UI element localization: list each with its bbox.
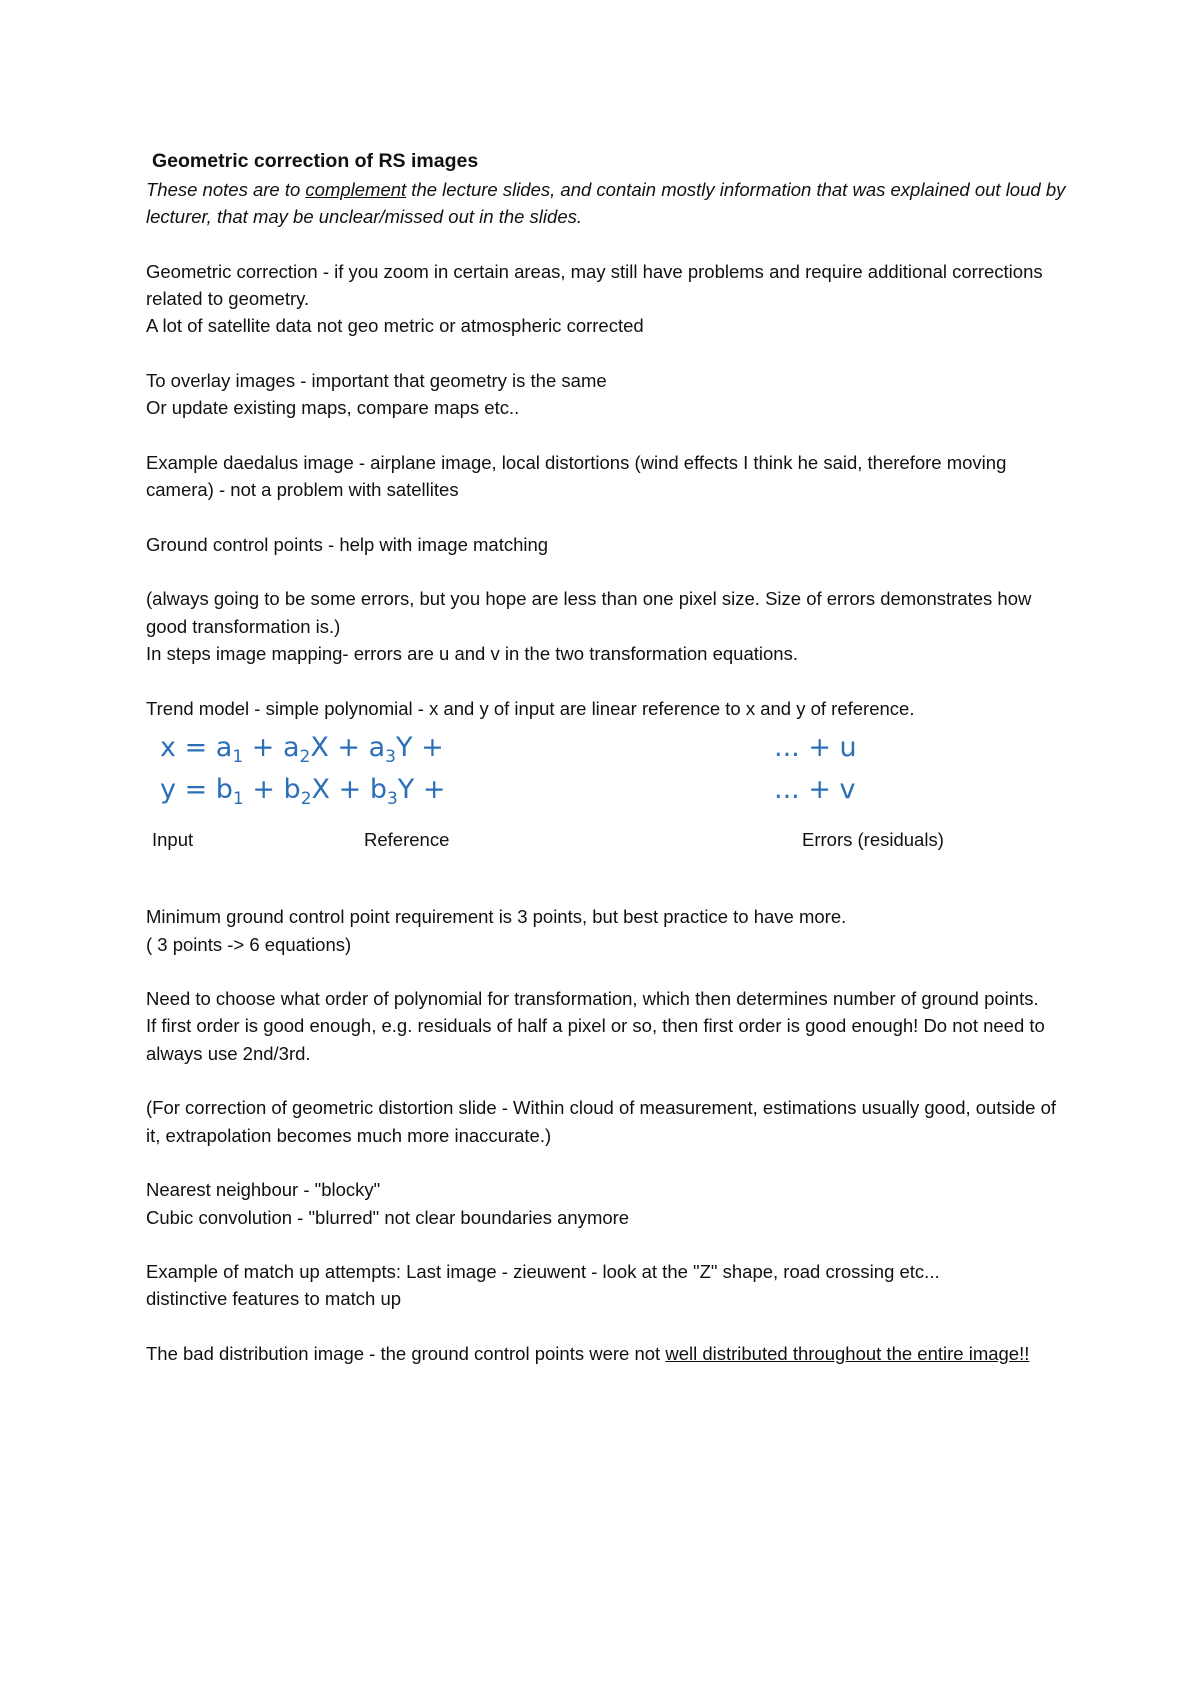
label-reference: Reference bbox=[364, 828, 450, 850]
paragraph-cubic-convolution: Cubic convolution - "blurred" not clear boundaries anymore bbox=[146, 1206, 630, 1228]
equation-y-error-term: ... + v bbox=[774, 773, 856, 805]
transformation-equations bbox=[146, 722, 1066, 826]
paragraph-satellite-data: A lot of satellite data not geo metric or atmospheric corrected bbox=[146, 315, 644, 337]
paragraph-overlay: To overlay images - important that geometry is the same bbox=[146, 370, 607, 392]
paragraph-nearest-neighbour: Nearest neighbour - "blocky" bbox=[146, 1179, 381, 1201]
label-input: Input bbox=[152, 828, 194, 850]
paragraph-first-order: If first order is good enough, e.g. residuals of half a pixel or so, then first order is good enough! Do not need to always use 2nd/3rd. bbox=[146, 1015, 1045, 1064]
paragraph-geometric-correction: Geometric correction - if you zoom in certain areas, may still have problems and require additional corrections related to geometry. bbox=[146, 260, 1043, 310]
paragraph-points-equations: ( 3 points -> 6 equations) bbox=[146, 933, 352, 955]
paragraph-match-up: Example of match up attempts: Last image - zieuwent - look at the "Z" shape, road crossing etc... bbox=[146, 1261, 940, 1283]
paragraph-image-mapping: In steps image mapping- errors are u and v in the two transformation equations. bbox=[146, 643, 798, 665]
paragraph-minimum-gcp: Minimum ground control point requirement is 3 points, but best practice to have more. bbox=[146, 906, 847, 928]
intro-text-2: the lecture slides, and contain mostly information that was explained out loud by lecturer, that may be unclear/missed out in the slides. bbox=[146, 179, 1066, 228]
label-errors: Errors (residuals) bbox=[802, 828, 944, 850]
paragraph-errors: (always going to be some errors, but you hope are less than one pixel size. Size of errors demonstrates how good transformation is.) bbox=[146, 588, 1032, 637]
intro-text-1: These notes are to bbox=[146, 179, 306, 200]
intro-underlined: complement bbox=[305, 179, 407, 200]
equation-y: $y = b_1 + b_2X + b_3Y$ + bbox=[160, 773, 446, 809]
bad-distribution-text: The bad distribution image - the ground control points were not bbox=[146, 1342, 666, 1364]
paragraph-distinctive-features: distinctive features to match up bbox=[146, 1288, 402, 1310]
paragraph-geometric-distortion: (For correction of geometric distortion slide - Within cloud of measurement, estimations usually good, outside of it, extrapolation becomes much more inaccurate.) bbox=[146, 1097, 1056, 1146]
paragraph-polynomial-order: Need to choose what order of polynomial for transformation, which then determines number of ground points. bbox=[146, 988, 1039, 1010]
paragraph-daedalus: Example daedalus image - airplane image, local distortions (wind effects I think he said, therefore moving camera) - not a problem with satellites bbox=[146, 451, 1007, 501]
equation-labels bbox=[146, 826, 1066, 876]
paragraph-update-maps: Or update existing maps, compare maps etc.. bbox=[146, 397, 520, 419]
paragraph-ground-control-points: Ground control points - help with image matching bbox=[146, 533, 549, 555]
paragraph-bad-distribution bbox=[146, 1340, 1066, 1367]
bad-distribution-underlined: well distributed throughout the entire image!! bbox=[665, 1342, 1030, 1364]
intro-note bbox=[146, 176, 1066, 231]
equation-x-error-term: ... + u bbox=[774, 731, 857, 763]
document-body bbox=[146, 146, 1066, 1367]
document-title: Geometric correction of RS images bbox=[152, 150, 479, 172]
equation-x: $x = a_1 + a_2X + a_3Y$ + bbox=[160, 731, 444, 767]
paragraph-trend-model: Trend model - simple polynomial - x and y of input are linear reference to x and y of reference. bbox=[146, 697, 915, 719]
